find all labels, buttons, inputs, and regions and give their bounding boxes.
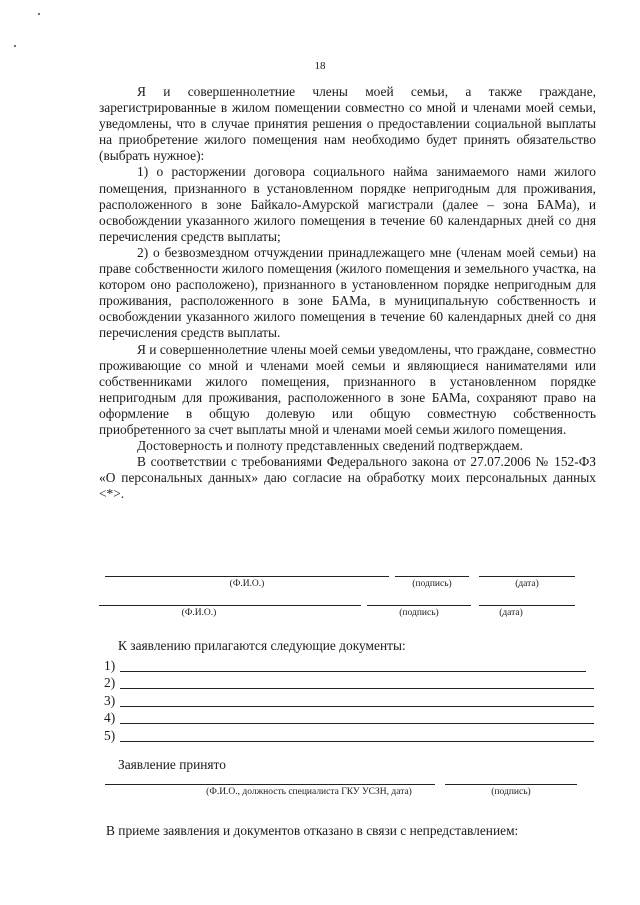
attachments-list — [104, 657, 594, 744]
page-number: 18 — [314, 60, 326, 72]
scan-speck — [14, 45, 16, 47]
paragraph-option-1: 1) о расторжении договора социального найма занимаемого нами жилого помещения, признанного в установленном порядке непригодным для проживания, расположенного в зоне Байкало-Амурской магистрали (далее – зона БАМа), и освобождении указанного жилого помещения в течение 60 календарных дней со дня перечисления средств выплаты; — [99, 164, 596, 244]
paragraph-option-2: 2) о безвозмездном отчуждении принадлежащего мне (членам моей семьи) на праве собственности жилого помещения (жилого помещения и земельного участка, на котором оно расположено), признанного в установленном порядке непригодным для проживания, расположенного в зоне БАМа, в муниципальную собственность и освобождении указанного жилого помещения в течение 60 календарных дней со дня перечисления средств выплаты. — [99, 244, 596, 341]
paragraph-notice: Я и совершеннолетние члены моей семьи, а также граждане, зарегистрированные в жилом помещении совместно со мной и членами моей семьи, уведомлены, что в случае принятия решения о предоставлении социальной выплаты на приобретение жилого помещения нам необходимо будет принять обязательство (выбрать нужное): — [99, 84, 596, 164]
attachment-line: 2) — [104, 674, 594, 691]
attachment-line: 1) — [104, 657, 594, 674]
accepted-signature-row — [99, 784, 596, 814]
paragraph-confirmation: Достоверность и полноту представленных сведений подтверждаем. — [137, 438, 523, 454]
attachment-line: 5) — [104, 727, 594, 744]
refused-text: В приеме заявления и документов отказано в связи с непредставлением: — [106, 823, 519, 838]
sign-caption: (подпись) — [412, 579, 452, 589]
paragraph-consent: В соответствии с требованиями Федерального закона от 27.07.2006 № 152-ФЗ «О персональных данных» даю согласие на обработку моих персональных данных <*>. — [99, 454, 596, 502]
date-caption: (дата) — [515, 579, 539, 589]
signature-row — [99, 576, 596, 606]
scan-speck — [38, 13, 40, 15]
accepted-sign-caption: (подпись) — [491, 787, 531, 797]
accepted-fio-caption: (Ф.И.О., должность специалиста ГКУ УСЗН, дата) — [206, 787, 412, 797]
attachment-line: 4) — [104, 709, 594, 726]
attachment-line: 3) — [104, 692, 594, 709]
accepted-label: Заявление принято — [118, 757, 226, 772]
fio-caption: (Ф.И.О.) — [229, 579, 265, 589]
body-text — [99, 84, 596, 502]
paragraph-notice-2: Я и совершеннолетние члены моей семьи уведомлены, что граждане, совместно проживающие со мной и членами моей семьи и являющиеся нанимателями или собственниками жилого помещения, признанного в установленном порядке непригодным для проживания, расположенного в зоне БАМа, сохраняют право на оформление в общую долевую или общую совместную собственность приобретенного за счет выплаты мной и членами моей семьи жилого помещения. — [99, 341, 596, 437]
attachments-title: К заявлению прилагаются следующие документы: — [118, 638, 406, 653]
signature-row — [99, 605, 596, 635]
date-caption: (дата) — [499, 608, 523, 618]
sign-caption: (подпись) — [399, 608, 439, 618]
fio-caption: (Ф.И.О.) — [181, 608, 217, 618]
